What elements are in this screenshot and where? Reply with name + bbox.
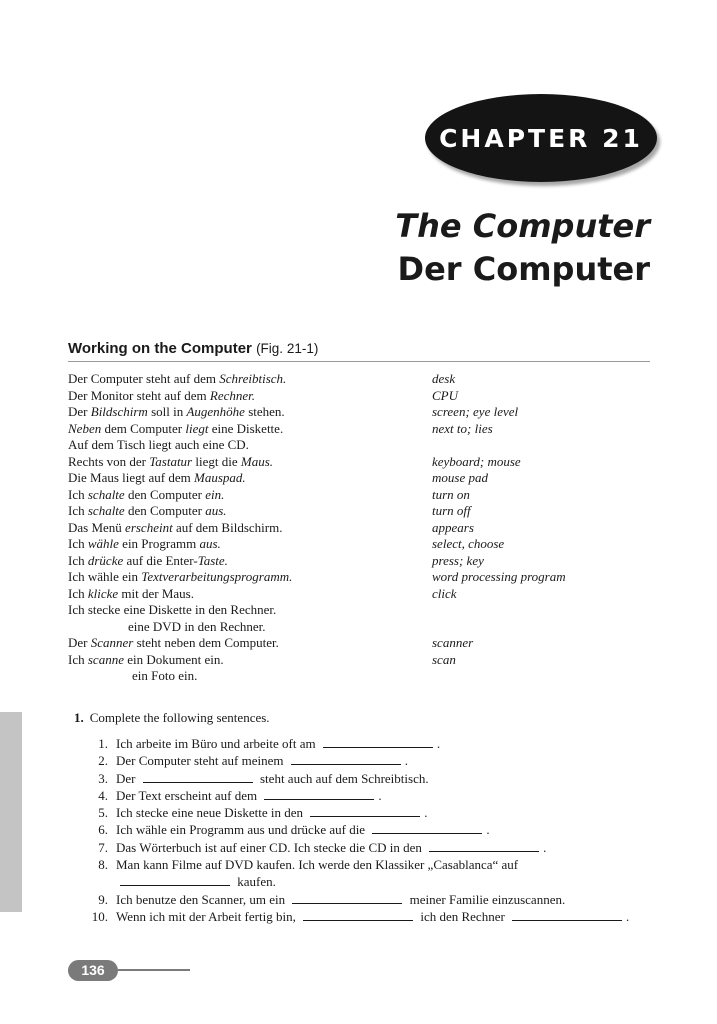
vocab-keyword: Maus.	[240, 453, 274, 469]
vocab-keyword: Textverarbeitungsprogramm.	[141, 569, 293, 584]
vocab-keyword: Rechner.	[209, 387, 256, 403]
exercise-item-text	[116, 839, 546, 856]
exercise-instruction: Complete the following sentences.	[89, 710, 270, 725]
vocab-german	[68, 569, 432, 586]
exercise-text: ich den Rechner	[417, 908, 509, 924]
vocab-english: appears	[432, 519, 474, 535]
vocab-keyword: Bildschirm	[90, 404, 148, 419]
vocab-row	[68, 668, 658, 685]
vocab-german	[68, 421, 432, 438]
exercise-text: Der Text erscheint auf dem	[116, 787, 261, 803]
vocab-text: Rechts von der	[68, 453, 150, 469]
vocab-text: den Computer	[124, 503, 206, 518]
vocab-text: Ich	[68, 503, 88, 518]
vocab-keyword: ein.	[205, 486, 225, 502]
vocab-english: press; key	[432, 552, 484, 568]
vocab-german	[68, 553, 432, 570]
exercise-item-text	[116, 770, 429, 787]
vocab-keyword: drücke	[87, 552, 124, 568]
vocab-english: turn on	[432, 486, 470, 502]
exercise-text: Ich arbeite im Büro und arbeite oft am	[116, 736, 319, 751]
vocab-text: stehen.	[244, 404, 285, 419]
vocab-keyword: Augenhöhe	[186, 404, 245, 419]
vocab-row	[68, 602, 658, 619]
exercise-item-text	[116, 908, 629, 925]
vocab-keyword: Schreibtisch.	[219, 371, 287, 386]
exercise-number: 1.	[74, 710, 84, 725]
vocab-keyword: schalte	[87, 486, 125, 502]
chapter-badge	[425, 94, 657, 182]
exercise-item-number: 1.	[98, 736, 108, 751]
exercise-item	[80, 770, 660, 787]
vocab-keyword: aus.	[205, 503, 227, 518]
vocab-text: liegt die	[192, 453, 241, 469]
vocab-english: keyboard; mouse	[432, 453, 521, 469]
exercise-item	[80, 735, 660, 752]
vocab-german	[68, 470, 432, 487]
vocab-english: CPU	[432, 387, 458, 403]
exercise-text: .	[486, 822, 490, 838]
vocab-row	[68, 371, 658, 388]
vocab-english: mouse pad	[432, 470, 488, 485]
vocab-text: Der Computer steht auf dem	[68, 371, 220, 386]
exercise-text: Ich stecke eine neue Diskette in den	[116, 805, 307, 821]
answer-blank[interactable]	[120, 874, 230, 886]
vocab-german	[68, 520, 432, 537]
vocab-keyword: liegt	[185, 420, 209, 436]
exercise-item-text	[116, 752, 408, 769]
vocab-keyword: Tastatur	[149, 453, 193, 469]
exercise-item	[80, 839, 660, 856]
exercise-item	[80, 908, 660, 925]
vocab-text: ein Dokument ein.	[123, 651, 224, 667]
vocab-text: den Computer	[124, 486, 206, 502]
exercise-item-number: 9.	[98, 891, 108, 907]
vocab-german	[68, 619, 432, 636]
exercise-item	[80, 856, 660, 873]
exercise-text: Ich wähle ein Programm aus und drücke auf die	[116, 822, 369, 838]
vocab-text: eine DVD in den Rechner.	[128, 618, 266, 634]
vocab-keyword: Mauspad.	[194, 470, 246, 485]
vocab-text: Ich	[68, 585, 88, 601]
vocab-german	[68, 487, 432, 504]
vocab-text: Ich	[68, 552, 88, 568]
vocabulary-list	[68, 371, 658, 685]
answer-blank[interactable]	[429, 840, 539, 852]
vocab-english: screen; eye level	[432, 404, 519, 419]
vocab-text: Ich	[68, 536, 88, 551]
vocab-text: ein Foto ein.	[132, 668, 198, 683]
exercise-text: .	[404, 753, 409, 769]
exercise-text: .	[436, 736, 441, 751]
vocab-text: auf dem Bildschirm.	[172, 519, 283, 535]
vocab-keyword: wähle	[87, 536, 119, 551]
exercise-item	[80, 752, 660, 769]
answer-blank[interactable]	[291, 753, 401, 765]
exercise-item-text	[116, 821, 490, 838]
vocab-german	[68, 437, 432, 454]
vocab-text: Ich stecke eine Diskette in den Rechner.	[68, 602, 277, 617]
exercise-text: .	[626, 908, 630, 924]
vocab-german	[68, 404, 432, 421]
vocab-keyword: scanne	[87, 651, 124, 667]
vocab-english: turn off	[432, 503, 471, 518]
vocab-text: Der Monitor steht auf dem	[68, 387, 210, 403]
vocab-text: ein Programm	[118, 536, 200, 551]
exercise-item-text	[116, 891, 565, 908]
vocab-row	[68, 635, 658, 652]
vocab-keyword: Neben	[68, 420, 102, 436]
vocab-keyword: erscheint	[125, 519, 173, 535]
exercise-item-text	[116, 856, 518, 873]
vocab-row	[68, 421, 658, 438]
vocab-english: desk	[432, 371, 456, 386]
vocab-text: eine Diskette.	[208, 420, 284, 436]
exercise-item-number: 10.	[91, 908, 108, 924]
answer-blank[interactable]	[292, 892, 402, 904]
vocab-keyword: klicke	[87, 585, 119, 601]
vocab-row	[68, 553, 658, 570]
exercise-item	[80, 821, 660, 838]
exercise-text: steht auch auf dem Schreibtisch.	[256, 770, 429, 786]
vocab-row	[68, 619, 658, 636]
exercise-item-text	[116, 787, 382, 804]
vocab-row	[68, 569, 658, 586]
exercise-text: kaufen.	[234, 874, 276, 890]
vocab-english: word processing program	[432, 569, 566, 584]
vocab-german	[68, 635, 432, 652]
vocab-text: Das Menü	[68, 519, 126, 535]
vocab-german	[68, 536, 432, 553]
figure-reference: (Fig. 21-1)	[256, 341, 319, 356]
exercise-text: .	[424, 805, 428, 821]
page-number-rule	[118, 969, 190, 971]
chapter-label: CHAPTER 21	[439, 123, 643, 153]
exercise-item-number: 8.	[98, 857, 108, 873]
vocab-text: Ich	[68, 651, 88, 667]
vocab-row	[68, 586, 658, 603]
exercise-item-number: 5.	[98, 805, 108, 821]
vocab-row	[68, 404, 658, 421]
vocab-row	[68, 388, 658, 405]
answer-blank[interactable]	[264, 788, 374, 800]
vocab-english: select, choose	[432, 536, 505, 551]
exercise-item-number: 6.	[98, 822, 108, 838]
vocab-row	[68, 503, 658, 520]
vocab-text: Der	[68, 404, 91, 419]
vocab-row	[68, 470, 658, 487]
vocab-german	[68, 388, 432, 405]
exercise-text: Der	[116, 770, 139, 786]
vocab-text: Ich wähle ein	[68, 569, 142, 584]
exercise-item	[80, 804, 660, 821]
vocab-english: scanner	[432, 635, 474, 650]
vocab-row	[68, 652, 658, 669]
exercise-item-text	[116, 735, 440, 752]
vocab-german	[68, 586, 432, 603]
exercise-item-number: 3.	[98, 770, 108, 786]
exercise-heading	[74, 710, 270, 726]
page-number: 136	[68, 960, 118, 981]
exercise-text: Ich benutze den Scanner, um ein	[116, 891, 289, 907]
vocab-german	[68, 371, 432, 388]
vocab-row	[68, 454, 658, 471]
vocab-keyword: Taste.	[197, 552, 228, 568]
exercise-item-text	[116, 804, 427, 821]
vocab-text: Die Maus liegt auf dem	[68, 470, 194, 485]
answer-blank[interactable]	[303, 909, 413, 921]
exercise-item	[80, 891, 660, 908]
exercise-text: Der Computer steht auf meinem	[116, 753, 287, 769]
exercise-text: Man kann Filme auf DVD kaufen. Ich werde den Klassiker „Casablanca“ auf	[116, 857, 519, 873]
vocab-row	[68, 487, 658, 504]
vocab-text: Auf dem Tisch liegt auch eine CD.	[68, 437, 249, 452]
chapter-title-english: The Computer	[395, 207, 650, 245]
answer-blank[interactable]	[310, 805, 420, 817]
exercise-text: .	[543, 839, 547, 855]
exercise-item-number: 2.	[98, 753, 108, 769]
exercise-text: Wenn ich mit der Arbeit fertig bin,	[116, 908, 300, 924]
vocab-keyword: schalte	[87, 503, 125, 518]
answer-blank[interactable]	[512, 909, 622, 921]
vocab-english: scan	[432, 651, 456, 667]
vocab-text: Der	[68, 635, 91, 650]
vocab-row	[68, 520, 658, 537]
vocab-english: click	[432, 585, 457, 601]
vocab-german	[68, 652, 432, 669]
exercise-text: meiner Familie einzuscannen.	[406, 891, 566, 907]
vocab-text: dem Computer	[101, 420, 186, 436]
exercise-item	[80, 787, 660, 804]
vocab-german	[68, 503, 432, 520]
vocab-text: steht neben dem Computer.	[133, 635, 279, 650]
answer-blank[interactable]	[143, 771, 253, 783]
vocab-text: Ich	[68, 486, 88, 502]
vocab-row	[68, 536, 658, 553]
vocab-english: next to; lies	[432, 420, 493, 436]
vocab-keyword: Scanner	[90, 635, 134, 650]
exercise-item-text	[80, 873, 276, 890]
section-title: Working on the Computer	[68, 340, 252, 357]
vocab-text: auf die Enter-	[123, 552, 198, 568]
chapter-title-german: Der Computer	[397, 250, 650, 288]
exercise-item-number: 4.	[98, 787, 108, 803]
vocab-row	[68, 437, 658, 454]
vocab-keyword: aus.	[199, 536, 221, 551]
answer-blank[interactable]	[372, 822, 482, 834]
exercise-text: Das Wörterbuch ist auf einer CD. Ich stecke die CD in den	[116, 839, 426, 855]
vocab-text: mit der Maus.	[118, 585, 194, 601]
exercise-item-number: 7.	[98, 839, 108, 855]
answer-blank[interactable]	[323, 736, 433, 748]
exercise-item	[80, 873, 660, 890]
side-tab-marker	[0, 712, 22, 912]
vocab-text: soll in	[147, 404, 187, 419]
exercise-list	[80, 735, 660, 925]
vocab-german	[68, 668, 432, 685]
vocab-german	[68, 602, 432, 619]
exercise-text: .	[378, 787, 382, 803]
section-heading	[68, 340, 650, 362]
vocab-german	[68, 454, 432, 471]
